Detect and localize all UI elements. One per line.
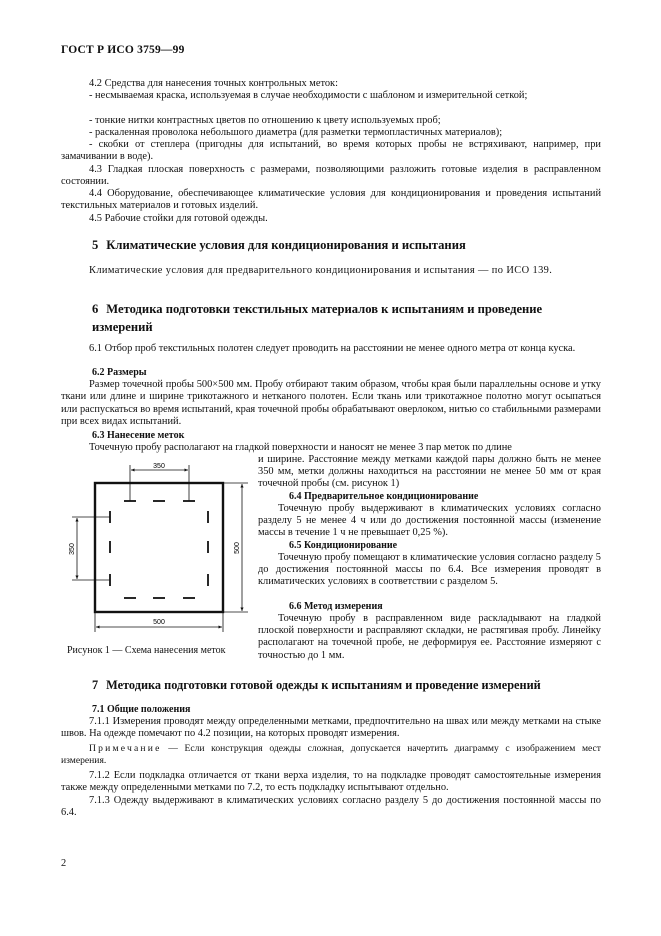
subheading-6-4: 6.4 Предварительное кондиционирование [289, 491, 479, 502]
paragraph-6-6: Точечную пробу в расправленном виде раскладывают на гладкой плоской поверхности и расправляют складки, не растягивая пробу. Линейку располагают на точечной пробе, не деформируя ее. Расстояние измеряют с точностью до 1 мм. [258, 613, 601, 661]
paragraph-7-1-3: 7.1.3 Одежду выдерживают в климатических условиях согласно разделу 5 до достижения постоянной массы по 6.4. [61, 795, 601, 819]
paragraph-7-1-2: 7.1.2 Если подкладка отличается от ткани верха изделия, то на подкладке проводят самостоятельные измерения также между определенными метками по 7.2, то есть подкладку испытывают отдельно. [61, 770, 601, 794]
marking-diagram [62, 458, 258, 636]
dimension-label-bottom: 500 [153, 619, 165, 626]
section-6-number: 6 [92, 302, 99, 316]
section-5-heading [92, 236, 612, 254]
section-6-heading [92, 300, 602, 336]
list-item-threads: - тонкие нитки контрастных цветов по отношению к цвету используемых проб; [89, 115, 441, 126]
sample-outline [95, 483, 223, 612]
section-5-title: Климатические условия для кондиционирования и испытания [106, 238, 466, 252]
list-item-wire: - раскаленная проволока небольшого диаметра (для разметки термопластичных материалов); [89, 127, 503, 138]
paragraph-6-3-a: Точечную пробу располагают на гладкой поверхности и наносят не менее 3 пар меток по длине [89, 442, 512, 453]
figure-caption: Рисунок 1 — Схема нанесения меток [67, 645, 226, 656]
dimension-label-right: 500 [234, 542, 241, 554]
subheading-6-2: 6.2 Размеры [92, 367, 147, 378]
subheading-7-1: 7.1 Общие положения [92, 704, 191, 715]
paragraph-6-2: Размер точечной пробы 500×500 мм. Пробу отбирают таким образом, чтобы края были параллельны основе и утку ткани или длине и ширине трикотажного и нетканого полотен. Если ткань или трикотажное полотно могут осыпаться или распускаться во время испытаний, края точечной пробы обрабатывают оверлоком, нитью со стабильными размерами при всех видах испытаний. [61, 379, 601, 428]
dimension-label-left: 350 [69, 543, 76, 555]
note [61, 743, 601, 767]
paragraph-7-1-1: 7.1.1 Измерения проводят между определенными метками, предпочтительно на швах или между метками на стыке швов. На одежде помечают по 4.2 позиции, на которых проводят измерения. [61, 716, 601, 740]
paragraph-4-3: 4.3 Гладкая плоская поверхность с размерами, позволяющими разложить готовые изделия в расправленном состоянии. [61, 164, 601, 188]
dimension-left [72, 517, 110, 580]
note-label: Примечание [89, 743, 162, 754]
section-6-title: Методика подготовки текстильных материалов к испытаниям и проведение измерений [92, 302, 543, 334]
section-7-heading [92, 676, 612, 694]
section-7-number: 7 [92, 678, 99, 692]
figure-marking-scheme [62, 458, 258, 636]
note-text: — Если конструкция одежды сложная, допускается начертить диаграмму с изображением мест измерения. [61, 743, 601, 766]
paragraph-4-4: 4.4 Оборудование, обеспечивающее климатические условия для кондиционирования и проведения испытаний текстильных материалов и готовых изделий. [61, 188, 601, 212]
section-5-number: 5 [92, 238, 99, 252]
subheading-6-3: 6.3 Нанесение меток [92, 430, 185, 441]
paragraph-6-3-b: и ширине. Расстояние между метками каждой пары должно быть не менее 350 мм, метки должны находиться на расстоянии не менее 50 мм от края точечной пробы (см. рисунок 1) [258, 454, 601, 490]
page-number: 2 [61, 858, 67, 869]
dimension-label-top: 350 [153, 463, 165, 470]
list-item-staples: - скобки от степлера (пригодны для испытаний, во время которых пробы не встряхивают, например, при замачивании в воде). [61, 139, 601, 163]
section-5-text: Климатические условия для предварительного кондиционирования и испытания — по ИСО 139. [89, 265, 553, 276]
subheading-6-6: 6.6 Метод измерения [289, 601, 383, 612]
document-header: ГОСТ Р ИСО 3759—99 [61, 44, 185, 56]
paragraph-4-2: 4.2 Средства для нанесения точных контрольных меток: [89, 78, 338, 89]
paragraph-6-5: Точечную пробу помещают в климатические условия согласно разделу 5 до достижения постоянной массы по 6.4. Все измерения проводят в климатических условиях в соответствии с разделом 5. [258, 552, 601, 588]
paragraph-4-5: 4.5 Рабочие стойки для готовой одежды. [89, 213, 268, 224]
marks [110, 501, 208, 598]
list-item-paint: - несмываемая краска, используемая в случае необходимости с шаблоном и измерительной сеткой; [89, 90, 528, 101]
paragraph-6-4: Точечную пробу выдерживают в климатических условиях согласно разделу 5 не менее 4 ч или до достижения постоянной массы (изменение массы в течение 1 ч не превышает 0,25 %). [258, 503, 601, 539]
subheading-6-5: 6.5 Кондиционирование [289, 540, 398, 551]
paragraph-6-1: 6.1 Отбор проб текстильных полотен следует проводить на расстоянии не менее одного метра от конца куска. [89, 343, 576, 354]
section-7-title: Методика подготовки готовой одежды к испытаниям и проведение измерений [106, 678, 541, 692]
